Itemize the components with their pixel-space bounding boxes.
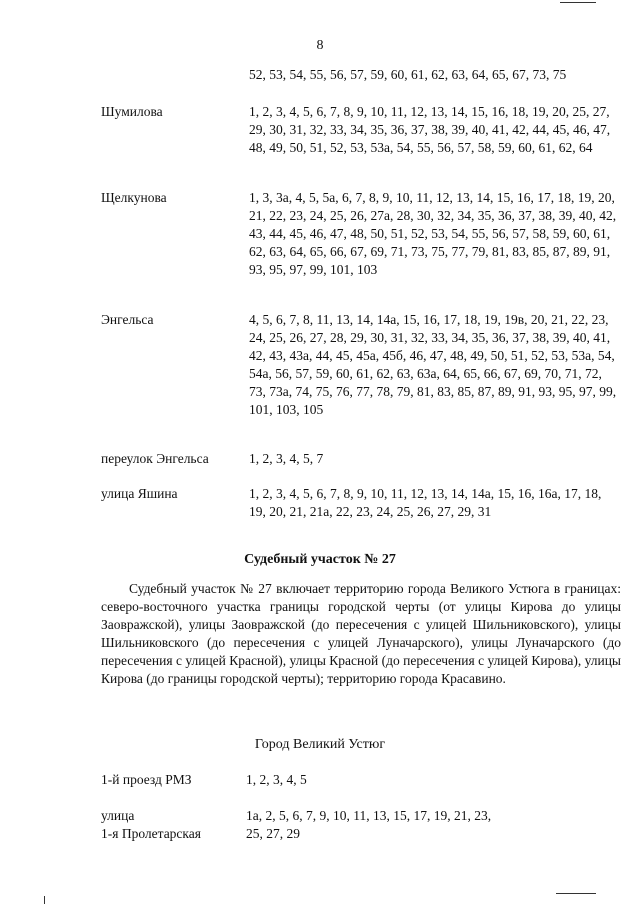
- house-numbers: 1, 3, 3а, 4, 5, 5а, 6, 7, 8, 9, 10, 11, 12, 13, 14, 15, 16, 17, 18, 19, 20, 21, 22, 23, 24, 25, 26, 27а, 28, 30, 32, 34, 35, 36, 37, 38, 39, 40, 42, 43, 44, 45, 46, 47, 48, 50, 51, 52, 53, 54, 55, 56, 57, 58, 59, 60, 61, 62, 63, 64, 65, 66, 67, 69, 71, 73, 75, 77, 79, 81, 83, 85, 87, 89, 91, 93, 95, 97, 99, 101, 103: [249, 190, 617, 277]
- house-numbers: 1, 2, 3, 4, 5: [246, 772, 307, 787]
- house-numbers: 4, 5, 6, 7, 8, 11, 13, 14, 14а, 15, 16, 17, 18, 19, 19в, 20, 21, 22, 23, 24, 25, 26, 27, 28, 29, 30, 31, 32, 33, 34, 35, 36, 37, 38, 39, 40, 41, 42, 43, 43а, 44, 45, 45а, 45б, 46, 47, 48, 49, 50, 51, 52, 53, 53а, 54, 54а, 56, 57, 59, 60, 61, 62, 63, 63а, 64, 65, 66, 67, 69, 70, 71, 72, 73, 73а, 74, 75, 76, 77, 78, 79, 81, 83, 85, 87, 89, 91, 93, 95, 97, 99, 101, 103, 105: [249, 312, 617, 417]
- house-numbers: 1, 2, 3, 4, 5, 6, 7, 8, 9, 10, 11, 12, 13, 14, 15, 16, 18, 19, 20, 25, 27, 29, 30, 31, 32, 33, 34, 35, 36, 37, 38, 39, 40, 41, 42, 44, 45, 46, 47, 48, 49, 50, 51, 52, 53, 53а, 54, 55, 56, 57, 58, 59, 60, 61, 62, 64: [249, 104, 611, 155]
- street-name: переулок Энгельса: [101, 451, 209, 466]
- street-name: Щелкунова: [101, 190, 167, 205]
- scan-artifact-top: [560, 2, 596, 3]
- street-name: улица Яшина: [101, 486, 178, 501]
- continued-house-list: 52, 53, 54, 55, 56, 57, 59, 60, 61, 62, 63, 64, 65, 67, 73, 75: [249, 67, 567, 82]
- city-heading: Город Великий Устюг: [254, 737, 386, 752]
- house-numbers: 1, 2, 3, 4, 5, 7: [249, 451, 324, 466]
- scan-artifact-bottom: [556, 893, 596, 894]
- house-numbers: 1а, 2, 5, 6, 7, 9, 10, 11, 13, 15, 17, 19, 21, 23, 25, 27, 29: [246, 808, 492, 841]
- street-name: Энгельса: [101, 312, 154, 327]
- street-name: Шумилова: [101, 104, 163, 119]
- page-number: 8: [316, 38, 324, 53]
- house-numbers: 1, 2, 3, 4, 5, 6, 7, 8, 9, 10, 11, 12, 13, 14, 14а, 15, 16, 16а, 17, 18, 19, 20, 21, 21а, 22, 23, 24, 25, 26, 27, 29, 31: [249, 486, 602, 519]
- section-description: Судебный участок № 27 включает территорию города Великого Устюга в границах: северо-восточного участка границы городской черты (от улицы Кирова до улицы Заовражской), улицы Заовражской (до пересечения с улицей Шильниковского), улицы Шильниковского (до пересечения с улицей Луначарского), улицы Луначарского (до пересечения с улицей Красной), улицы Красной (до пересечения с улицей Кирова), улицы Кирова (до границы городской черты); территорию города Красавино.: [101, 581, 621, 686]
- section-heading: Судебный участок № 27: [244, 552, 396, 567]
- scan-artifact-left: [44, 896, 45, 904]
- street-name: 1-й проезд РМЗ: [101, 772, 192, 787]
- street-name: улица 1-я Пролетарская: [101, 808, 201, 841]
